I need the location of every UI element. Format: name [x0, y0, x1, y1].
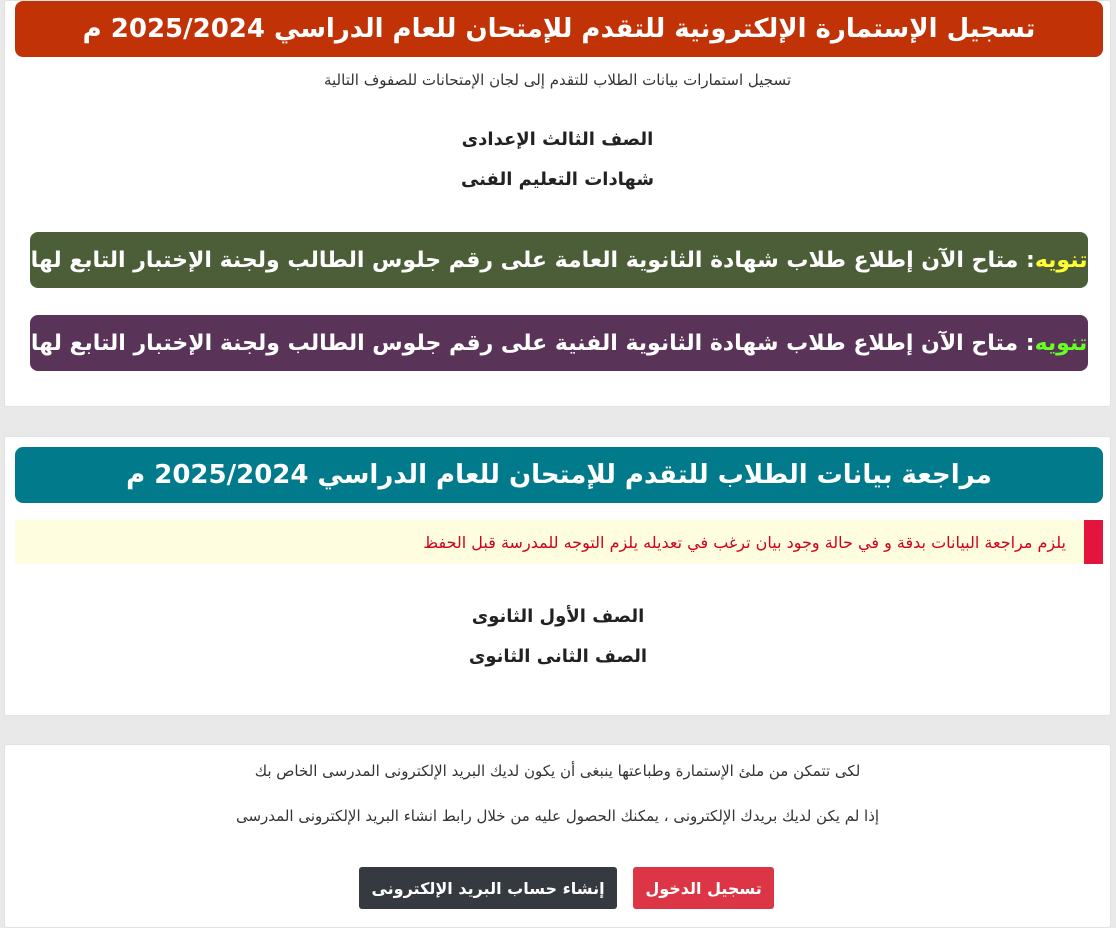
notice-general-secondary[interactable]: [30, 232, 1088, 288]
grade-link-first-secondary[interactable]: الصف الأول الثانوى: [471, 606, 645, 627]
create-email-instructions: إذا لم يكن لديك بريدك الإلكترونى ، يمكنك الحصول عليه من خلال رابط انشاء البريد الإلكترونى المدرسى: [235, 807, 880, 825]
create-email-button[interactable]: إنشاء حساب البريد الإلكترونى: [359, 867, 617, 909]
notice-text: : متاح الآن إطلاع طلاب شهادة الثانوية العامة على رقم جلوس الطالب ولجنة الإختبار التابع لها: [30, 247, 1035, 273]
registration-card: [4, 0, 1111, 407]
login-card: [4, 744, 1111, 928]
grade-link-technical-education[interactable]: شهادات التعليم الفنى: [460, 169, 655, 190]
review-card: [4, 436, 1111, 716]
registration-header: تسجيل الإستمارة الإلكترونية للتقدم للإمتحان للعام الدراسي 2025/2024 م: [15, 1, 1103, 57]
login-button[interactable]: تسجيل الدخول: [633, 867, 774, 909]
email-requirement-text: لكى تتمكن من ملئ الإستمارة وطباعتها ينبغى أن يكون لديك البريد الإلكترونى المدرسى الخاص بك: [254, 762, 861, 780]
grade-link-third-preparatory[interactable]: الصف الثالث الإعدادى: [461, 129, 654, 150]
review-header: مراجعة بيانات الطلاب للتقدم للإمتحان للعام الدراسي 2025/2024 م: [15, 447, 1103, 503]
notice-label: تنويه: [1034, 247, 1088, 273]
notice-text: : متاح الآن إطلاع طلاب شهادة الثانوية الفنية على رقم جلوس الطالب ولجنة الإختبار التابع لها: [30, 330, 1035, 356]
review-alert: يلزم مراجعة البيانات بدقة و في حالة وجود بيان ترغب في تعديله يلزم التوجه للمدرسة قبل الحفظ: [15, 520, 1103, 564]
notice-technical-secondary[interactable]: [30, 315, 1088, 371]
grade-link-second-secondary[interactable]: الصف الثانى الثانوى: [468, 646, 648, 667]
notice-label: تنويه: [1034, 330, 1088, 356]
registration-subtitle: تسجيل استمارات بيانات الطلاب للتقدم إلى لجان الإمتحانات للصفوف التالية: [323, 71, 792, 89]
